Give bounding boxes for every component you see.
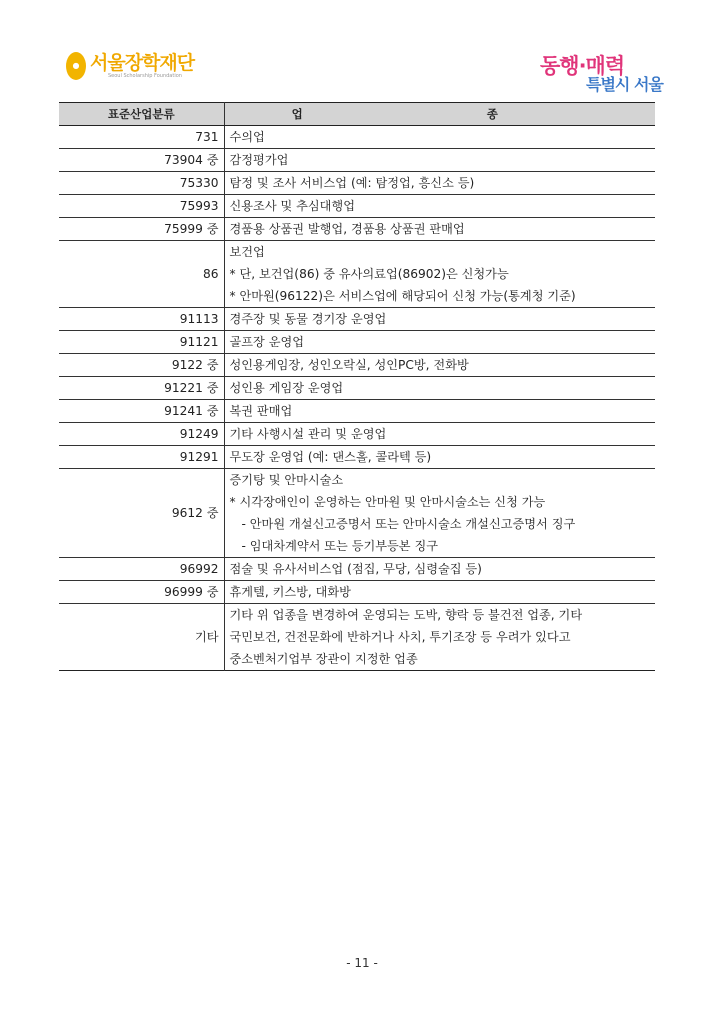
industry-name-cell [224,604,655,671]
seoul-city-slogan-logo [540,50,663,95]
industry-line: 무도장 운영업 (예: 댄스홀, 콜라텍 등) [229,450,432,464]
page-number: - 11 - [346,956,378,970]
industry-line: * 단, 보건업(86) 중 유사의료업(86902)은 신청가능 [229,267,509,281]
industry-line: 수의업 [229,130,265,144]
left-logo-sub-text: Seoul Scholarship Foundation [108,73,182,79]
industry-name-cell [224,331,655,354]
industry-code-cell: 86 [59,241,224,308]
industry-line: 성인용 게임장 운영업 [229,381,344,395]
industry-code-cell: 기타 [59,604,224,671]
industry-name-cell [224,423,655,446]
industry-code-cell: 9122 중 [59,354,224,377]
industry-line: 기타 사행시설 관리 및 운영업 [229,427,387,441]
industry-name-cell [224,126,655,149]
industry-code-cell: 75999 중 [59,218,224,241]
industry-line: 증기탕 및 안마시술소 [229,473,344,487]
industry-code-cell: 75330 [59,172,224,195]
industry-line: 탐정 및 조사 서비스업 (예: 탐정업, 흥신소 등) [229,176,475,190]
industry-code-cell: 91291 [59,446,224,469]
industry-name-cell [224,172,655,195]
industry-code-cell: 9612 중 [59,469,224,558]
industry-code-cell: 96999 중 [59,581,224,604]
table-row [59,172,655,195]
header-code: 표준산업분류 [59,103,224,126]
industry-code-cell: 91249 [59,423,224,446]
industry-code-cell: 91241 중 [59,400,224,423]
table-row [59,149,655,172]
industry-name-cell [224,400,655,423]
table-row [59,241,655,308]
industry-name-cell [224,558,655,581]
seoul-scholarship-foundation-logo [66,52,194,80]
left-logo-main-text: 서울장학재단 [90,52,195,74]
industry-name-cell [224,377,655,400]
industry-name-cell [224,581,655,604]
industry-name-cell [224,218,655,241]
industry-line: 성인용게임장, 성인오락실, 성인PC방, 전화방 [229,358,469,372]
industry-line: * 시각장애인이 운영하는 안마원 및 안마시술소는 신청 가능 [229,495,546,509]
industry-line: 경주장 및 동물 경기장 운영업 [229,312,387,326]
table-row [59,126,655,149]
industry-name-cell [224,469,655,558]
industry-name-cell [224,241,655,308]
industry-line: 신용조사 및 추심대행업 [229,199,355,213]
industry-line: 감정평가업 [229,153,289,167]
industry-line: - 임대차계약서 또는 등기부등본 징구 [241,539,438,553]
page-header [0,0,724,100]
table-header-row [59,103,655,126]
table-row [59,218,655,241]
slogan-line-2: 특별시 서울 [586,75,663,94]
industry-name-cell [224,354,655,377]
industry-line: 중소벤처기업부 장관이 지정한 업종 [229,652,418,666]
industry-code-cell: 75993 [59,195,224,218]
industry-line: 휴게텔, 키스방, 대화방 [229,585,351,599]
industry-code-cell: 91121 [59,331,224,354]
foundation-seal-icon: ● [66,52,86,80]
industry-code-cell: 731 [59,126,224,149]
slogan-line-1: 동행·매력 [540,54,625,78]
table-row [59,558,655,581]
industry-line: 골프장 운영업 [229,335,305,349]
header-industry: 업 종 [224,103,655,126]
table-row [59,446,655,469]
industry-line: 점술 및 유사서비스업 (점집, 무당, 심령술집 등) [229,562,482,576]
industry-code-cell: 91221 중 [59,377,224,400]
industry-name-cell [224,446,655,469]
table-body [59,126,655,671]
industry-code-cell: 91113 [59,308,224,331]
table-row [59,195,655,218]
table-row [59,354,655,377]
table-row [59,400,655,423]
industry-name-cell [224,195,655,218]
table-row [59,331,655,354]
industry-line: 기타 위 업종을 변경하여 운영되는 도박, 향락 등 불건전 업종, 기타 [229,608,583,622]
industry-line: - 안마원 개설신고증명서 또는 안마시술소 개설신고증명서 징구 [241,517,576,531]
industry-line: * 안마원(96122)은 서비스업에 해당되어 신청 가능(통계청 기준) [229,289,576,303]
industry-name-cell [224,149,655,172]
table-row [59,604,655,671]
table-row [59,469,655,558]
industry-code-cell: 73904 중 [59,149,224,172]
table-row [59,423,655,446]
industry-line: 보건업 [229,245,265,259]
industry-code-cell: 96992 [59,558,224,581]
industry-line: 국민보건, 건전문화에 반하거나 사치, 투기조장 등 우려가 있다고 [229,630,571,644]
table-row [59,308,655,331]
excluded-industry-table [59,102,655,671]
table-row [59,377,655,400]
industry-line: 복권 판매업 [229,404,293,418]
industry-line: 경품용 상품권 발행업, 경품용 상품권 판매업 [229,222,465,236]
industry-name-cell [224,308,655,331]
table-row [59,581,655,604]
